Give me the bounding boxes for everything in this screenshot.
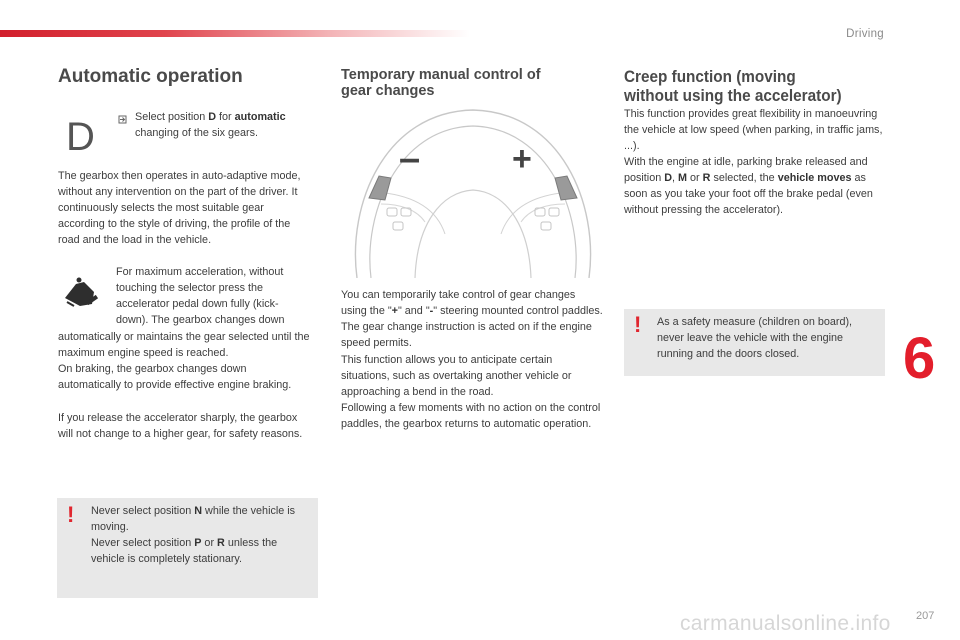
footer-watermark: carmanualsonline.info bbox=[680, 612, 891, 635]
minus-symbol: – bbox=[399, 138, 421, 180]
para-anticipate: This function allows you to anticipate certain situations, such as overtaking another vehicle or approaching a bend in the road. bbox=[341, 354, 572, 399]
para-temporary-control: You can temporarily take control of gear changes using the "+" and "-" steering mounted control paddles. The gear change instruction is acted on if the engine speed permits. bbox=[341, 289, 603, 350]
title-manual-control: Temporary manual control of gear changes bbox=[341, 67, 541, 99]
para-auto-adaptive: The gearbox then operates in auto-adaptive mode, without any intervention on the part of the driver. It continuously selects the most suitable gear according to the style of driving, the profile of the road and the load in the vehicle. bbox=[58, 170, 301, 247]
para-creep-flexibility: This function provides great flexibility in manoeuvring the vehicle at low speed (when parking, in traffic jams, ...). bbox=[624, 108, 883, 153]
para-kickdown-rest: automatically or maintains the gear selected until the maximum engine speed is reached. bbox=[58, 331, 310, 360]
warning-text-safety: As a safety measure (children on board), never leave the vehicle with the engine running and the doors closed. bbox=[657, 316, 853, 361]
para-creep-idle: With the engine at idle, parking brake released and position D, M or R selected, the vehicle moves as soon as you take your foot off the brake pedal (even without pressing the accelerator). bbox=[624, 156, 873, 217]
title-creep-function: Creep function (moving without using the accelerator) bbox=[624, 67, 842, 105]
warning-icon: ! bbox=[67, 502, 75, 527]
para-release-accelerator: If you release the accelerator sharply, the gearbox will not change to a higher gear, for safety reasons. bbox=[58, 412, 303, 441]
section-label: Driving bbox=[846, 28, 884, 40]
warning-icon: ! bbox=[634, 312, 642, 337]
plus-symbol: + bbox=[512, 140, 532, 178]
steering-wheel-illustration bbox=[345, 104, 601, 278]
page-number: 207 bbox=[916, 610, 935, 622]
title-automatic-operation: Automatic operation bbox=[58, 66, 243, 87]
para-return-automatic: Following a few moments with no action on the control paddles, the gearbox returns to automatic operation. bbox=[341, 402, 601, 431]
warning-text-neutral: Never select position N while the vehicle is moving. Never select position P or R unless the vehicle is completely stationary. bbox=[91, 505, 296, 566]
chapter-number: 6 bbox=[903, 326, 936, 391]
header-color-bar bbox=[0, 30, 470, 37]
foot-pedal-icon bbox=[62, 276, 100, 310]
para-kickdown-indented: For maximum acceleration, without touching the selector press the accelerator pedal down fully (kick-down). The gearbox changes down bbox=[116, 266, 285, 327]
big-letter-d: D bbox=[66, 115, 95, 159]
para-braking: On braking, the gearbox changes down automatically to provide effective engine braking. bbox=[58, 363, 292, 392]
select-d-instruction: Select position D for automatic changing of the six gears. bbox=[135, 111, 286, 140]
bullet-icon bbox=[118, 111, 127, 120]
